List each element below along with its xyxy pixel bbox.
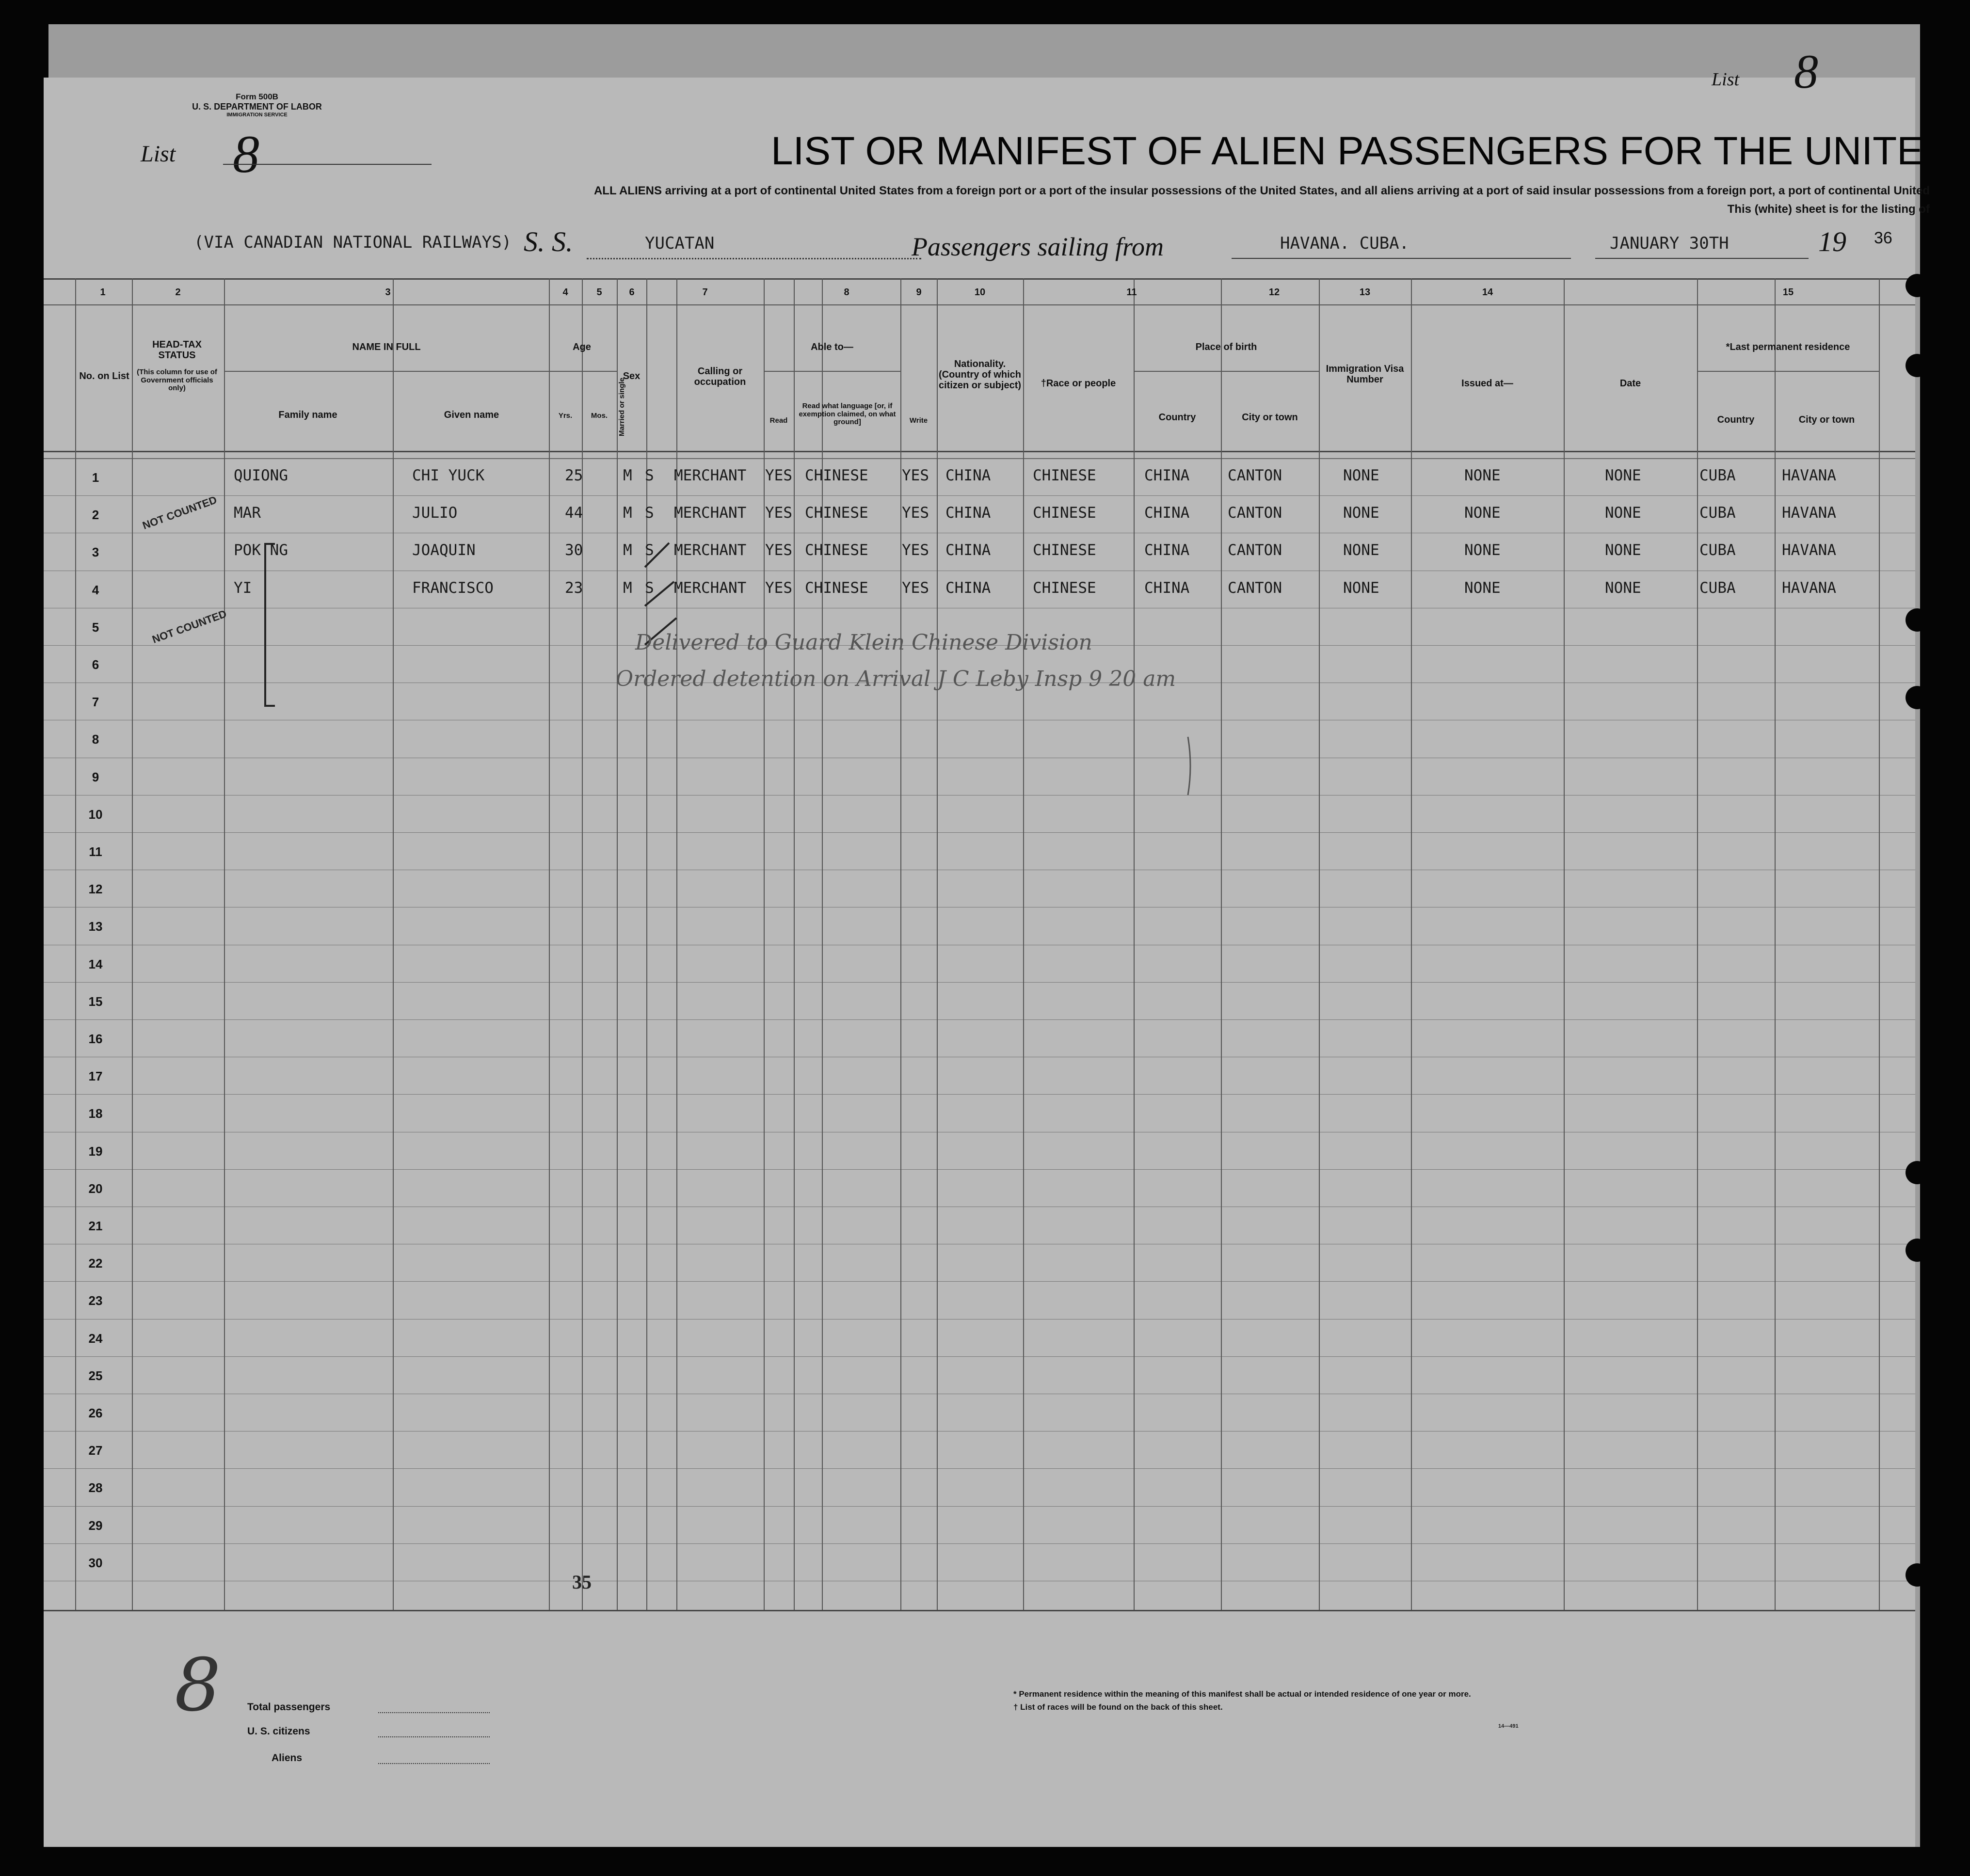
manifest-sheet — [44, 45, 1953, 1847]
family-name-header: Family name — [278, 410, 337, 420]
cell-visa: NONE — [1343, 579, 1379, 597]
cell-read: YES — [765, 467, 792, 484]
cell-read: YES — [765, 504, 792, 522]
check-mark — [645, 582, 674, 606]
row-number: 20 — [88, 1181, 103, 1196]
column-number: 7 — [702, 287, 708, 298]
footnote-races: † List of races will be found on the back of this sheet. — [1013, 1702, 1223, 1712]
sex-header: Sex — [623, 371, 641, 382]
cell-issued: NONE — [1464, 541, 1501, 559]
row-number: 1 — [92, 470, 99, 485]
cell-yrs: 30 — [565, 541, 583, 559]
cell-yrs: 23 — [565, 579, 583, 597]
cell-birth-city: CANTON — [1228, 504, 1282, 522]
cell-race: CHINESE — [1033, 467, 1096, 484]
cell-res-city: HAVANA — [1782, 504, 1836, 522]
cell-birth-country: CHINA — [1144, 504, 1190, 522]
cell-birth-country: CHINA — [1144, 579, 1190, 597]
cell-occupation: MERCHANT — [674, 579, 747, 597]
row-number: 7 — [92, 695, 99, 710]
aliens-label: Aliens — [272, 1752, 303, 1764]
row-number: 26 — [88, 1406, 103, 1420]
cell-race: CHINESE — [1033, 541, 1096, 559]
column-number: 5 — [596, 287, 602, 298]
top-list-label: List — [1712, 69, 1740, 90]
column-number: 10 — [974, 287, 986, 298]
row-number: 9 — [92, 769, 99, 784]
cell-nationality: CHINA — [945, 579, 991, 597]
sailing-port: HAVANA. CUBA. — [1280, 234, 1409, 253]
binder-hole-icon — [1906, 274, 1929, 297]
cell-family: QUIONG — [234, 467, 288, 484]
cell-race: CHINESE — [1033, 504, 1096, 522]
cell-visa: NONE — [1343, 504, 1379, 522]
cell-date: NONE — [1605, 579, 1641, 597]
cell-birth-city: CANTON — [1228, 541, 1282, 559]
row-number: 13 — [88, 919, 103, 934]
given-name-header: Given name — [444, 410, 499, 420]
cell-date: NONE — [1605, 467, 1641, 484]
cell-nationality: CHINA — [945, 541, 991, 559]
cell-read: YES — [765, 579, 792, 597]
handwritten-note-delivered: Delivered to Guard Klein Chinese Division — [635, 630, 1092, 655]
check-marks — [44, 78, 1915, 1847]
birth-country-header: Country — [1158, 412, 1196, 423]
cell-res-country: CUBA — [1699, 467, 1736, 484]
top-list-number: 8 — [1794, 45, 1818, 98]
head-tax-note: (This column for use of Government officials only) — [137, 368, 217, 392]
cell-married: S — [645, 541, 654, 559]
cell-sex: M — [623, 467, 632, 484]
residence-city-header: City or town — [1798, 414, 1855, 425]
cell-race: CHINESE — [1033, 579, 1096, 597]
cell-res-country: CUBA — [1699, 504, 1736, 522]
subtitle-line-2: This (white) sheet is for the listing of — [1727, 203, 1930, 216]
check-mark — [645, 543, 669, 567]
row-number: 24 — [88, 1331, 103, 1346]
head-tax-header: HEAD-TAX STATUS — [152, 339, 202, 361]
binder-hole-icon — [1906, 354, 1929, 377]
column-number: 8 — [844, 287, 849, 298]
handwritten-note-ordered: Ordered detention on Arrival J C Leby Insp 9 20 am — [616, 667, 1176, 691]
column-number: 2 — [175, 287, 181, 298]
cell-res-city: HAVANA — [1782, 467, 1836, 484]
year-suffix: 36 — [1874, 229, 1892, 247]
issued-at-header: Issued at— — [1461, 378, 1513, 389]
ship-name: YUCATAN — [645, 234, 715, 253]
binder-hole-icon — [1906, 1239, 1929, 1262]
row-number: 10 — [88, 807, 103, 822]
binder-hole-icon — [1906, 608, 1929, 632]
row-number: 27 — [88, 1443, 103, 1458]
row-number: 3 — [92, 545, 99, 560]
occupation-header: Calling or occupation — [694, 366, 746, 387]
last-residence-header: *Last permanent residence — [1726, 342, 1850, 352]
age-months-header: Mos. — [591, 412, 608, 420]
cell-nationality: CHINA — [945, 467, 991, 484]
row-number: 5 — [92, 620, 99, 635]
residence-country-header: Country — [1717, 414, 1755, 425]
column-number: 9 — [916, 287, 922, 298]
list-number: 8 — [233, 125, 259, 184]
row-number: 30 — [88, 1555, 103, 1570]
list-label: List — [141, 141, 176, 167]
handwritten-number: 35 — [572, 1571, 592, 1593]
cell-write: YES — [902, 467, 929, 484]
row-number: 25 — [88, 1368, 103, 1383]
column-number: 6 — [629, 287, 635, 298]
cell-date: NONE — [1605, 504, 1641, 522]
form-number: Form 500B — [236, 92, 278, 101]
row-number: 18 — [88, 1106, 103, 1121]
married-header: Married or single — [618, 378, 626, 437]
cell-language: CHINESE — [805, 467, 868, 484]
age-years-header: Yrs. — [558, 412, 573, 420]
read-language-header: Read what language [or, if exemption claimed, on what ground] — [799, 402, 896, 426]
row-number: 6 — [92, 657, 99, 672]
age-header: Age — [573, 342, 591, 352]
row-number: 29 — [88, 1518, 103, 1533]
cell-yrs: 25 — [565, 467, 583, 484]
column-number: 12 — [1268, 287, 1280, 298]
total-passengers-line — [378, 1712, 490, 1713]
cell-language: CHINESE — [805, 541, 868, 559]
cell-married: S — [645, 504, 654, 522]
department-name: U. S. DEPARTMENT OF LABOR — [192, 102, 322, 111]
cell-family: MAR — [234, 504, 261, 522]
cell-married: S — [645, 467, 654, 484]
cell-family: YI — [234, 579, 252, 597]
cell-given: CHI YUCK — [412, 467, 485, 484]
row-number: 28 — [88, 1480, 103, 1495]
visa-header: Immigration Visa Number — [1326, 364, 1404, 385]
cell-issued: NONE — [1464, 467, 1501, 484]
row-number: 8 — [92, 732, 99, 747]
cell-sex: M — [623, 579, 632, 597]
column-number: 4 — [562, 287, 568, 298]
cell-visa: NONE — [1343, 467, 1379, 484]
cell-occupation: MERCHANT — [674, 541, 747, 559]
read-header: Read — [769, 416, 788, 425]
cell-family: POK NG — [234, 541, 288, 559]
place-of-birth-header: Place of birth — [1195, 342, 1257, 352]
subtitle-line-1: ALL ALIENS arriving at a port of continental United States from a foreign port or a port of the insular possessions of the United States, and all aliens arriving at a port of said insular possessions from a foreign port, a port of continental United — [593, 184, 1930, 197]
service-name: IMMIGRATION SERVICE — [226, 112, 288, 118]
date-header: Date — [1619, 378, 1641, 389]
cell-visa: NONE — [1343, 541, 1379, 559]
able-to-header: Able to— — [811, 342, 853, 352]
column-number: 15 — [1782, 287, 1794, 298]
cell-issued: NONE — [1464, 579, 1501, 597]
cell-given: JULIO — [412, 504, 458, 522]
cell-write: YES — [902, 504, 929, 522]
row-number: 2 — [92, 508, 99, 523]
cell-res-city: HAVANA — [1782, 579, 1836, 597]
via-line: (VIA CANADIAN NATIONAL RAILWAYS) — [194, 233, 512, 252]
row-number: 11 — [89, 844, 102, 859]
column-number: 1 — [100, 287, 106, 298]
total-passengers-label: Total passengers — [247, 1701, 331, 1713]
cell-birth-city: CANTON — [1228, 467, 1282, 484]
us-citizens-label: U. S. citizens — [247, 1726, 310, 1737]
cell-res-country: CUBA — [1699, 541, 1736, 559]
column-number: 3 — [385, 287, 391, 298]
sailing-label: Passengers sailing from — [912, 232, 1164, 261]
row-number: 19 — [88, 1144, 103, 1159]
page-title: LIST OR MANIFEST OF ALIEN PASSENGERS FOR THE UNITED — [771, 129, 1953, 173]
no-on-list-header: No. on List — [79, 371, 129, 382]
row-number: 16 — [88, 1032, 103, 1046]
cell-occupation: MERCHANT — [674, 467, 747, 484]
cell-language: CHINESE — [805, 579, 868, 597]
cell-birth-city: CANTON — [1228, 579, 1282, 597]
cell-birth-country: CHINA — [1144, 541, 1190, 559]
nationality-header: Nationality. (Country of which citizen or subject) — [938, 359, 1022, 391]
row-number: 12 — [88, 882, 103, 897]
row-number: 23 — [88, 1293, 103, 1308]
aliens-line — [378, 1763, 490, 1764]
name-in-full-header: NAME IN FULL — [352, 342, 421, 352]
row-number: 17 — [88, 1069, 103, 1084]
cell-birth-country: CHINA — [1144, 467, 1190, 484]
cell-given: FRANCISCO — [412, 579, 494, 597]
cell-yrs: 44 — [565, 504, 583, 522]
cell-occupation: MERCHANT — [674, 504, 747, 522]
row-number: 14 — [88, 956, 103, 971]
cell-write: YES — [902, 541, 929, 559]
cell-married: S — [645, 579, 654, 597]
handwritten-tally: 8 — [175, 1643, 221, 1728]
cell-language: CHINESE — [805, 504, 868, 522]
cell-given: JOAQUIN — [412, 541, 476, 559]
cell-sex: M — [623, 541, 632, 559]
us-citizens-line — [378, 1736, 490, 1737]
column-number: 11 — [1126, 287, 1137, 298]
birth-city-header: City or town — [1242, 412, 1298, 423]
sailing-date: JANUARY 30TH — [1610, 234, 1729, 253]
cell-write: YES — [902, 579, 929, 597]
column-number: 14 — [1482, 287, 1493, 298]
handwritten-stroke — [1188, 737, 1190, 795]
write-header: Write — [909, 416, 928, 425]
cell-issued: NONE — [1464, 504, 1501, 522]
not-counted-stamp-bottom: NOT COUNTED — [150, 607, 228, 646]
cell-sex: M — [623, 504, 632, 522]
not-counted-stamp-top: NOT COUNTED — [141, 493, 219, 532]
row-number: 15 — [88, 994, 103, 1009]
footnote-residence: * Permanent residence within the meaning of this manifest shall be actual or intended residence of one year or more. — [1013, 1689, 1471, 1699]
row-number: 21 — [88, 1219, 103, 1233]
cell-read: YES — [765, 541, 792, 559]
form-code: 14—491 — [1498, 1723, 1519, 1729]
row-number: 4 — [92, 582, 99, 597]
binder-hole-icon — [1906, 1161, 1929, 1184]
binder-hole-icon — [1906, 686, 1929, 709]
race-header: †Race or people — [1041, 378, 1116, 389]
cell-res-city: HAVANA — [1782, 541, 1836, 559]
row-number: 22 — [88, 1256, 103, 1271]
column-number: 13 — [1359, 287, 1371, 298]
cell-res-country: CUBA — [1699, 579, 1736, 597]
cell-nationality: CHINA — [945, 504, 991, 522]
binder-hole-icon — [1906, 1563, 1929, 1587]
ss-label: S. S. — [524, 226, 573, 257]
year-prefix: 19 — [1818, 226, 1846, 257]
cell-date: NONE — [1605, 541, 1641, 559]
